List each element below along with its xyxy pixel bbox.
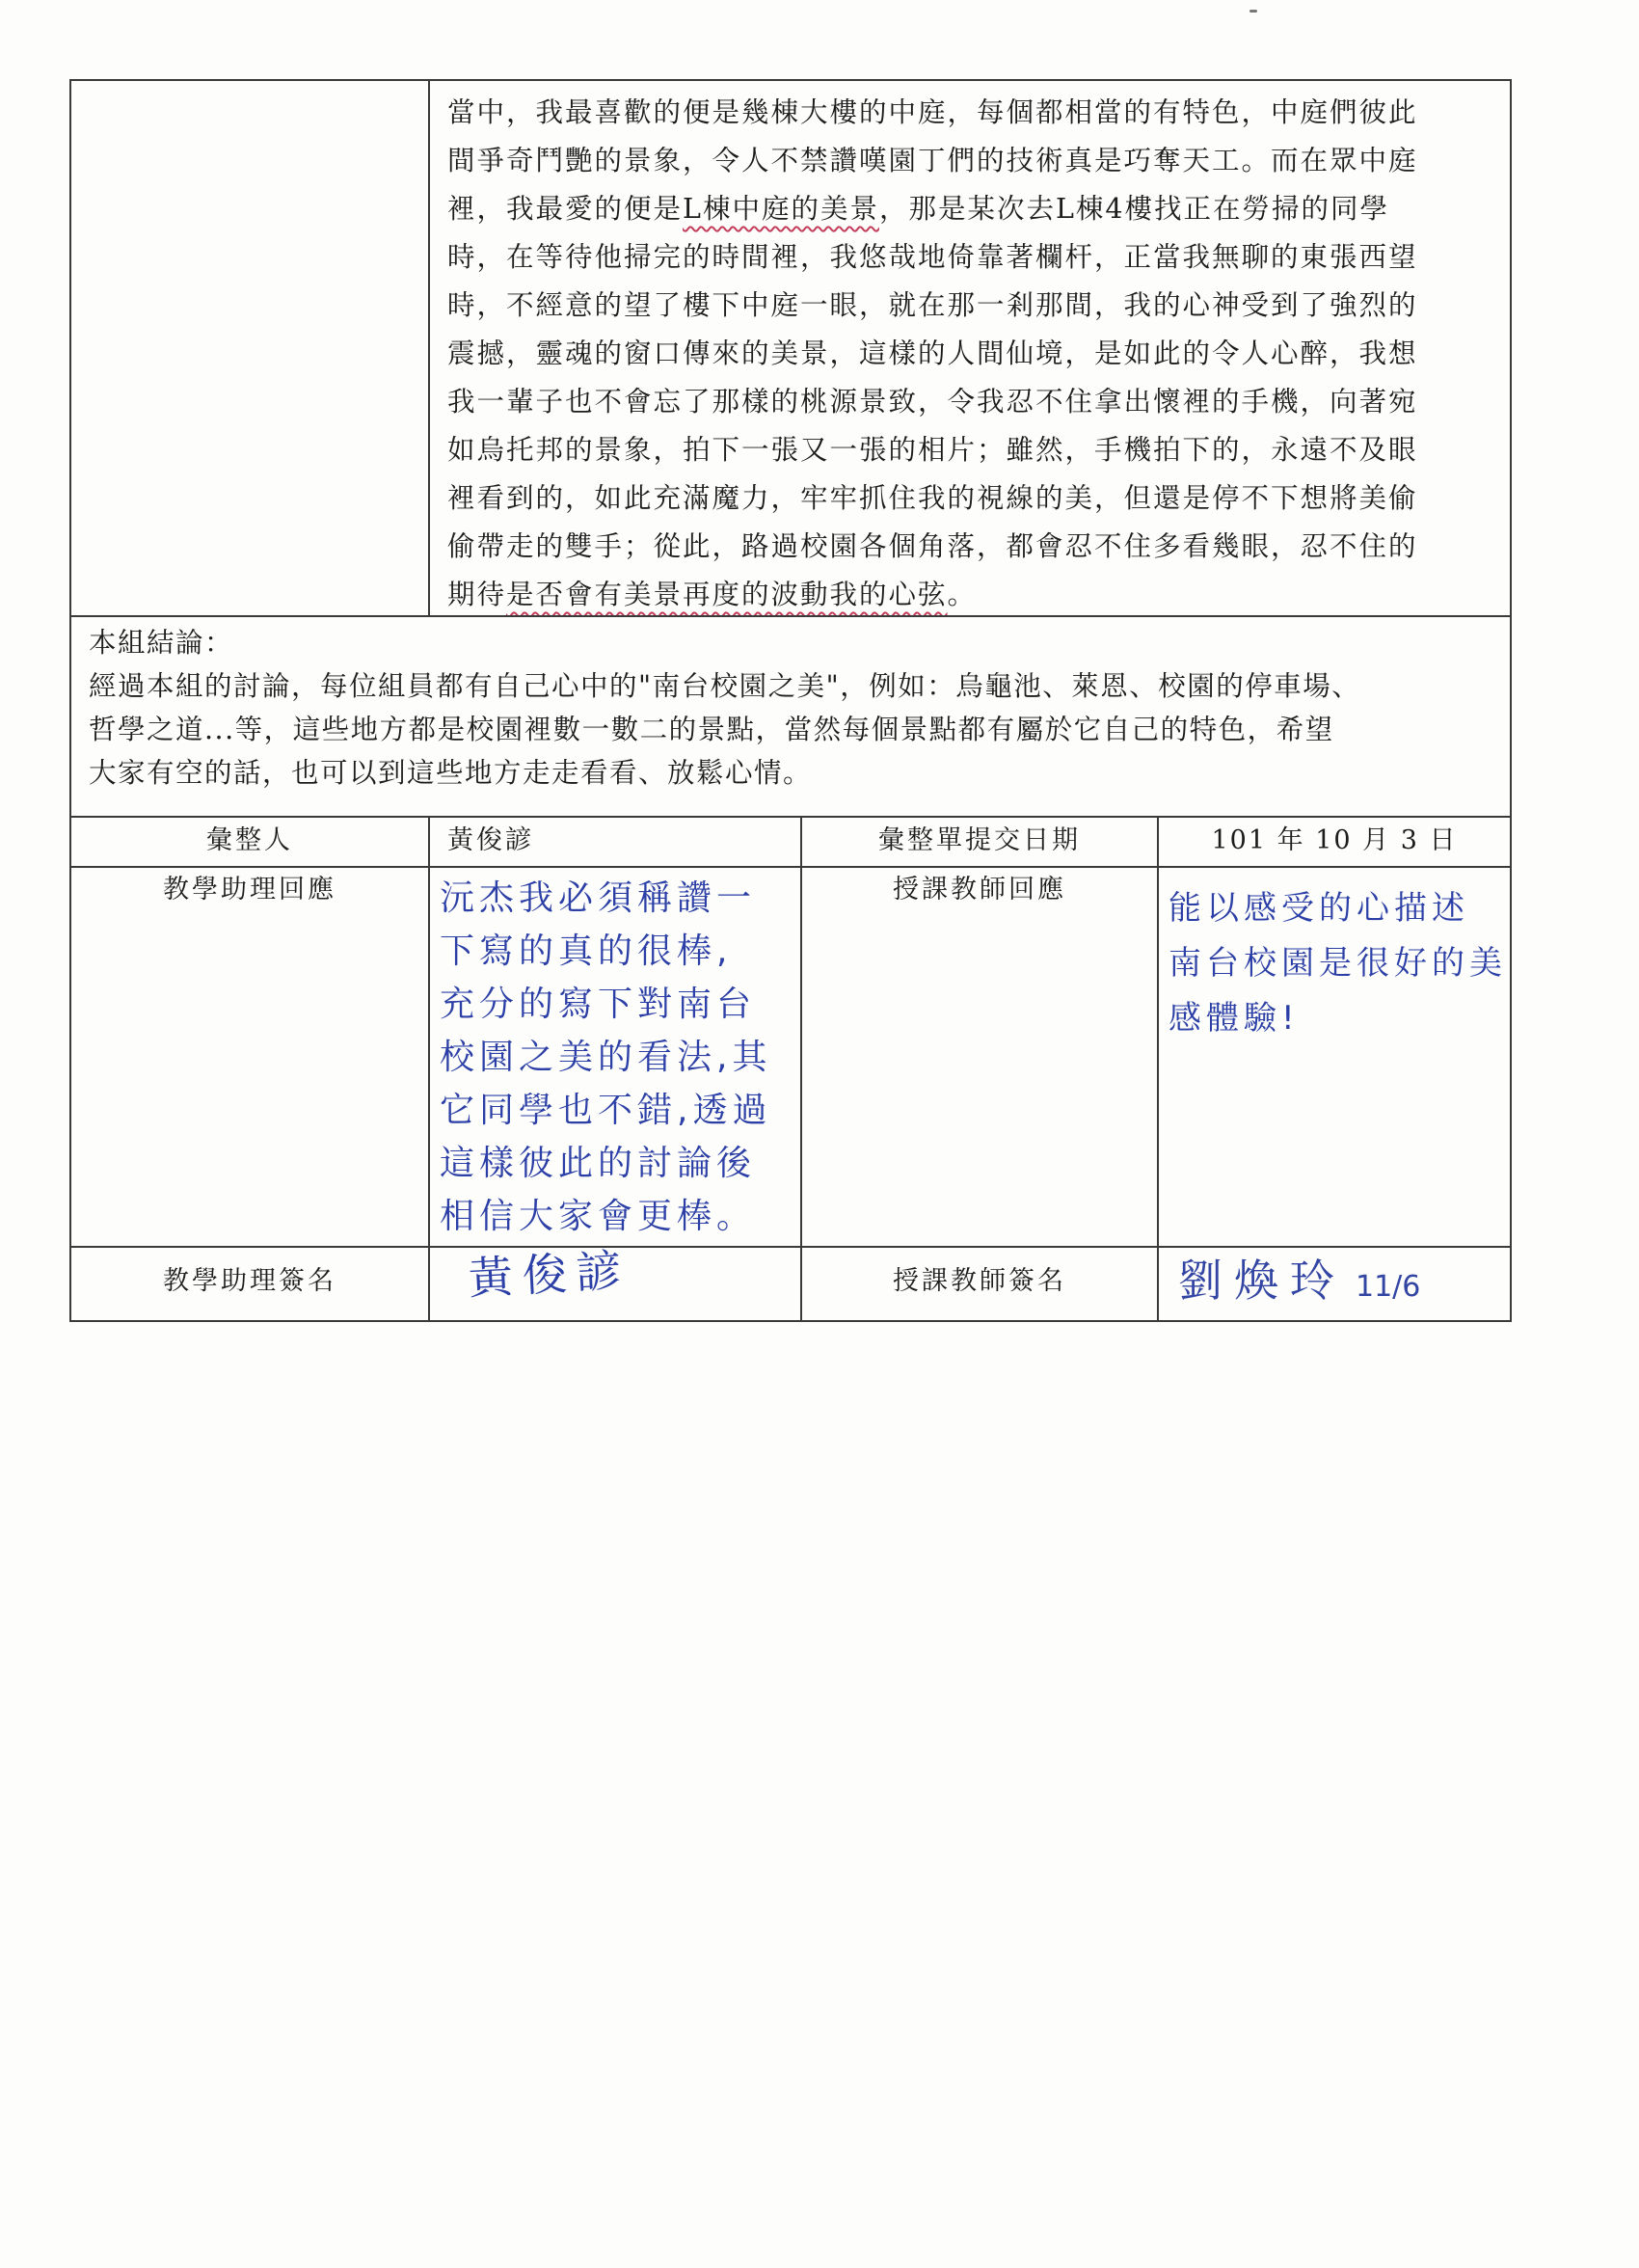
teacher-sign-date: 11/6 — [1356, 1270, 1421, 1304]
conclusion-title: 本組結論： — [89, 627, 234, 659]
essay-text — [430, 81, 1510, 615]
conclusion-line-2: 哲學之道...等，這些地方都是校園裡數一數二的景點，當然每個景點都有屬於它自己的特色，希望 — [89, 714, 1334, 745]
essay-line-3-a: 裡，我最愛的便是 — [447, 193, 684, 225]
ta-line-3: 充分的寫下對南台 — [440, 985, 757, 1024]
ta-line-5: 它同學也不錯,透過 — [440, 1091, 772, 1130]
essay-line-3-b: ，那是某次去L棟4樓找正在勞掃的同學 — [878, 193, 1390, 225]
teacher-signature: 劉煥玲 — [1178, 1255, 1346, 1307]
ta-line-7: 相信大家會更棒。 — [440, 1197, 757, 1236]
conclusion-text — [71, 617, 1510, 816]
essay-line-10: 偷帶走的雙手；從此，路過校園各個角落，都會忍不住多看幾眼，忍不住的 — [447, 530, 1418, 562]
compiler-name: 黃俊諺 — [429, 817, 801, 867]
ta-line-1: 沅杰我必須稱讚一 — [440, 878, 757, 918]
summary-row — [70, 817, 1511, 867]
ta-response-label: 教學助理回應 — [70, 867, 429, 1247]
essay-left-blank-cell — [70, 80, 429, 616]
essay-cell — [429, 80, 1511, 616]
essay-line-5: 時，不經意的望了樓下中庭一眼，就在那一剎那間，我的心神受到了強烈的 — [447, 289, 1418, 321]
essay-line-3 — [447, 193, 1389, 225]
ta-response-cell — [429, 867, 801, 1247]
essay-line-4: 時，在等待他掃完的時間裡，我悠哉地倚靠著欄杆，正當我無聊的東張西望 — [447, 241, 1418, 273]
underlined-phrase-heartstrings: 是否會有美景再度的波動我的心弦 — [506, 579, 948, 610]
teacher-sign-cell — [1158, 1247, 1511, 1321]
essay-line-7: 我一輩子也不會忘了那樣的桃源景致，令我忍不住拿出懷裡的手機，向著宛 — [447, 386, 1418, 418]
essay-line-11-a: 期待 — [447, 579, 507, 610]
essay-line-11 — [447, 579, 977, 610]
conclusion-line-3: 大家有空的話，也可以到這些地方走走看看、放鬆心情。 — [89, 757, 813, 789]
teacher-line-2: 南台校園是很好的美 — [1169, 944, 1507, 983]
teacher-response-label: 授課教師回應 — [801, 867, 1158, 1247]
essay-line-11-b: 。 — [947, 579, 978, 610]
responses-row — [70, 867, 1511, 1247]
essay-line-8: 如烏托邦的景象，拍下一張又一張的相片；雖然，手機拍下的，永遠不及眼 — [447, 434, 1418, 466]
conclusion-row — [70, 616, 1511, 817]
ta-sign-label: 教學助理簽名 — [70, 1247, 429, 1321]
teacher-line-1: 能以感受的心描述 — [1169, 889, 1469, 928]
compiler-label: 彙整人 — [70, 817, 429, 867]
ta-line-4: 校園之美的看法,其 — [440, 1038, 772, 1077]
essay-line-2: 間爭奇鬥艷的景象，令人不禁讚嘆園丁們的技術真是巧奪天工。而在眾中庭 — [447, 145, 1418, 176]
scan-speck — [1249, 10, 1257, 13]
ta-line-6: 這樣彼此的討論後 — [440, 1144, 757, 1183]
essay-line-9: 裡看到的，如此充滿魔力，牢牢抓住我的視線的美，但還是停不下想將美偷 — [447, 482, 1418, 514]
teacher-response-cell — [1158, 867, 1511, 1247]
submission-date: 101 年 10 月 3 日 — [1158, 817, 1511, 867]
conclusion-cell — [70, 616, 1511, 817]
teacher-sign-label: 授課教師簽名 — [801, 1247, 1158, 1321]
teacher-signature-wrap — [1159, 1248, 1510, 1320]
ta-line-2: 下寫的真的很棒, — [440, 932, 733, 971]
underlined-phrase-l-courtyard: L棟中庭的美景 — [683, 193, 879, 225]
report-form-table — [69, 79, 1512, 1322]
signatures-row — [70, 1247, 1511, 1321]
teacher-response-handwriting — [1159, 868, 1510, 1046]
teacher-line-3: 感體驗! — [1169, 999, 1300, 1038]
ta-signature: 黃俊諺 — [467, 1244, 632, 1305]
ta-sign-cell — [429, 1244, 801, 1321]
essay-line-6: 震撼，靈魂的窗口傳來的美景，這樣的人間仙境，是如此的令人心醉，我想 — [447, 338, 1418, 369]
essay-row — [70, 80, 1511, 616]
essay-line-1: 當中，我最喜歡的便是幾棟大樓的中庭，每個都相當的有特色，中庭們彼此 — [447, 96, 1418, 128]
conclusion-line-1: 經過本組的討論，每位組員都有自己心中的"南台校園之美"，例如：烏龜池、萊恩、校園的停車場、 — [89, 670, 1361, 702]
date-label: 彙整單提交日期 — [801, 817, 1158, 867]
ta-response-handwriting — [430, 868, 800, 1246]
